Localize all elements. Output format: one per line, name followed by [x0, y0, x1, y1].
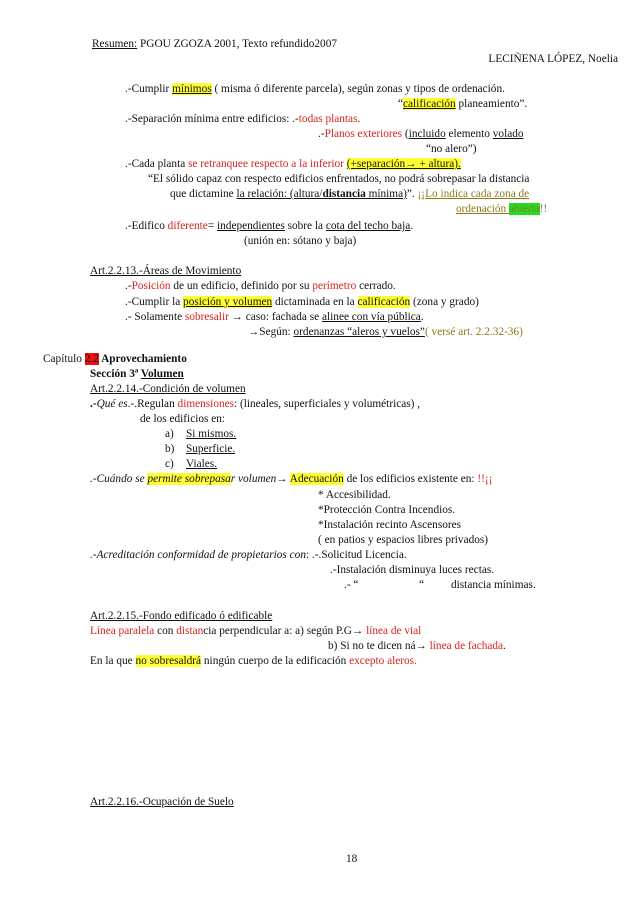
- header-summary: [92, 38, 337, 51]
- text: .-Edifico: [125, 220, 168, 232]
- olive-text: ( versé art. 2.2.32-36): [424, 326, 523, 338]
- red-text: distan: [176, 625, 204, 637]
- text: “: [419, 579, 425, 591]
- list-item: [165, 458, 217, 471]
- red-text: dimensiones: [177, 398, 235, 410]
- text: .-Cumplir: [125, 83, 173, 95]
- underlined-text: mínima): [365, 188, 407, 200]
- highlight: mínimos: [172, 83, 212, 95]
- art-13-ordinances: [248, 326, 523, 339]
- text: ”.: [406, 188, 418, 200]
- rule-no-eave: “no alero”): [426, 143, 477, 155]
- text: .-.Regulan: [127, 398, 178, 410]
- text: cerrado.: [356, 280, 396, 292]
- case-accessibility: * Accesibilidad.: [318, 489, 391, 501]
- red-text: !!¡¡: [477, 473, 493, 485]
- list-marker: b): [165, 443, 175, 455]
- summary-label: Resumen:: [92, 38, 138, 50]
- text: : .-.Solicitud Licencia.: [305, 549, 407, 561]
- art-13-protrude: [125, 311, 424, 324]
- text: distancia mínimas.: [451, 579, 536, 591]
- text: sobre la: [284, 220, 326, 232]
- art-14-accreditation: [90, 549, 407, 562]
- italic-text: .-Cuándo se: [90, 473, 148, 485]
- text: .: [357, 113, 361, 125]
- list-text: Superficie.: [186, 443, 236, 455]
- art-14-title: Art.2.2.14.-Condición de volumen: [90, 383, 246, 395]
- list-marker: a): [165, 428, 174, 440]
- red-text: diferente: [167, 220, 208, 232]
- red-text: Línea paralela: [90, 625, 155, 637]
- art-15-parallel: [90, 625, 421, 638]
- red-text: sobresalir: [184, 311, 229, 323]
- chapter-label: Capítulo: [43, 353, 85, 365]
- rule-calificacion: [398, 98, 527, 111]
- highlight: no sobresaldrá: [135, 655, 202, 667]
- rule-minimums: [125, 83, 505, 96]
- text: En la que: [90, 655, 136, 667]
- art-14-light: .-Instalación disminuya luces rectas.: [330, 564, 495, 576]
- list-marker: c): [165, 458, 174, 470]
- bold-text: distancia: [322, 188, 366, 200]
- green-highlight: abierta: [509, 203, 540, 215]
- art-14-distance: [344, 579, 536, 592]
- red-text: todas plantas: [298, 113, 358, 125]
- list-text: Viales.: [186, 458, 218, 470]
- text: de los edificios existente en:: [343, 473, 478, 485]
- text: con: [154, 625, 177, 637]
- underlined-text: cota del techo baja: [325, 220, 411, 232]
- text: →Según:: [248, 326, 294, 338]
- text: .-Cada planta: [125, 158, 189, 170]
- case-patios: ( en patios y espacios libres privados): [318, 534, 489, 546]
- text: →: [276, 473, 290, 485]
- highlight: calificación: [357, 296, 411, 308]
- text: .: [503, 640, 506, 652]
- rule-separation: [125, 113, 360, 126]
- text: que dictamine: [170, 188, 237, 200]
- rule-different-building: [125, 220, 413, 233]
- italic-text: Qué es: [96, 398, 128, 410]
- chapter-title: Aprovechamiento: [98, 353, 187, 365]
- text: → caso: fachada se: [228, 311, 322, 323]
- red-text: se retranquee respecto a la inferior: [188, 158, 344, 170]
- underlined-text: alinee con vía pública: [322, 311, 421, 323]
- text: .- “: [344, 579, 359, 591]
- art-14-buildings: de los edificios en:: [140, 413, 226, 425]
- art-14-what: [90, 398, 420, 411]
- case-elevator: *Instalación recinto Ascensores: [318, 519, 462, 531]
- rule-setback: [125, 158, 461, 171]
- text: elemento: [445, 128, 493, 140]
- rule-exterior-planes: [318, 128, 524, 141]
- red-text: línea de vial: [366, 625, 422, 637]
- art-15-facade: [328, 640, 506, 653]
- section-title: Volumen: [140, 368, 184, 380]
- text: .-Cumplir la: [125, 296, 184, 308]
- olive-text: !!: [539, 203, 548, 215]
- text: de un edificio, definido por su: [170, 280, 313, 292]
- underlined-text: volado: [492, 128, 524, 140]
- highlight: permite sobrepasa: [147, 473, 231, 485]
- art-15-no-protrude: [90, 655, 417, 668]
- rule-solid-quote-cont: [170, 188, 529, 201]
- italic-text: r volumen: [230, 473, 277, 485]
- text: .: [420, 311, 424, 323]
- underlined-text: la relación: (altura/: [236, 188, 323, 200]
- art-14-when: [90, 473, 492, 486]
- section-label: Sección 3ª: [90, 368, 141, 380]
- text: cia perpendicular a: a) según P.G→: [203, 625, 367, 637]
- section-heading: [90, 368, 184, 381]
- text: (zona y grado): [410, 296, 479, 308]
- art-16-title: Art.2.2.16.-Ocupación de Suelo: [90, 796, 234, 808]
- art-13-title: Art.2.2.13.-Áreas de Movimiento: [90, 265, 242, 277]
- text: .: [410, 220, 414, 232]
- text: ningún cuerpo de la edificación: [201, 655, 350, 667]
- art-13-position: [125, 280, 396, 293]
- highlight: (+separación→ + altura).: [346, 158, 461, 170]
- highlight: Adecuación: [289, 473, 344, 485]
- olive-text: ¡¡Lo indica cada zona de: [417, 188, 530, 200]
- text: dictaminada en la: [272, 296, 358, 308]
- text: : (lineales, superficiales y volumétricas) ,: [234, 398, 421, 410]
- rule-solid-quote: “El sólido capaz con respecto edificios enfrentados, no podrá sobrepasar la distancia: [148, 173, 530, 185]
- art-15-title: Art.2.2.15.-Fondo edificado ó edificable: [90, 610, 273, 622]
- header-author: LECIÑENA LÓPEZ, Noelia: [488, 53, 618, 65]
- red-text: línea de fachada: [429, 640, 504, 652]
- list-item: [165, 443, 235, 456]
- text: .- Solamente: [125, 311, 185, 323]
- chapter-heading: [43, 353, 187, 366]
- rule-union: (unión en: sótano y baja): [244, 235, 357, 247]
- bold-text: .-: [90, 398, 97, 410]
- list-text: Si mismos.: [186, 428, 237, 440]
- page-number: 18: [346, 853, 358, 865]
- red-text: excepto aleros.: [349, 655, 417, 667]
- olive-text: ordenación: [456, 203, 510, 215]
- underlined-text: independientes: [217, 220, 285, 232]
- red-text: Planos exteriores: [324, 128, 403, 140]
- rule-open-zone: [456, 203, 547, 216]
- text: ( misma ó diferente parcela), según zonas y tipos de ordenación.: [211, 83, 505, 95]
- italic-text: .-Acreditación conformidad de propietarios con: [90, 549, 306, 561]
- text: =: [207, 220, 218, 232]
- text: b) Si no te dicen ná→: [328, 640, 430, 652]
- art-13-volume: [125, 296, 479, 309]
- text: .-: [318, 128, 325, 140]
- list-item: [165, 428, 236, 441]
- red-text: perímetro: [312, 280, 357, 292]
- red-text: Posición: [131, 280, 171, 292]
- highlight: posición y volumen: [183, 296, 273, 308]
- text: “: [398, 98, 404, 110]
- case-fire-protection: *Protección Contra Incendios.: [318, 504, 456, 516]
- underlined-text: ordenanzas “aleros y vuelos”: [293, 326, 425, 338]
- text: .-Separación mínima entre edificios: .-: [125, 113, 299, 125]
- text: .-: [125, 280, 132, 292]
- summary-text: PGOU ZGOZA 2001, Texto refundido2007: [137, 38, 338, 50]
- text: (: [402, 128, 409, 140]
- underlined-text: incluido: [408, 128, 446, 140]
- text: planeamiento”.: [455, 98, 528, 110]
- chapter-number: 2.2: [84, 353, 99, 365]
- highlight: calificación: [403, 98, 456, 110]
